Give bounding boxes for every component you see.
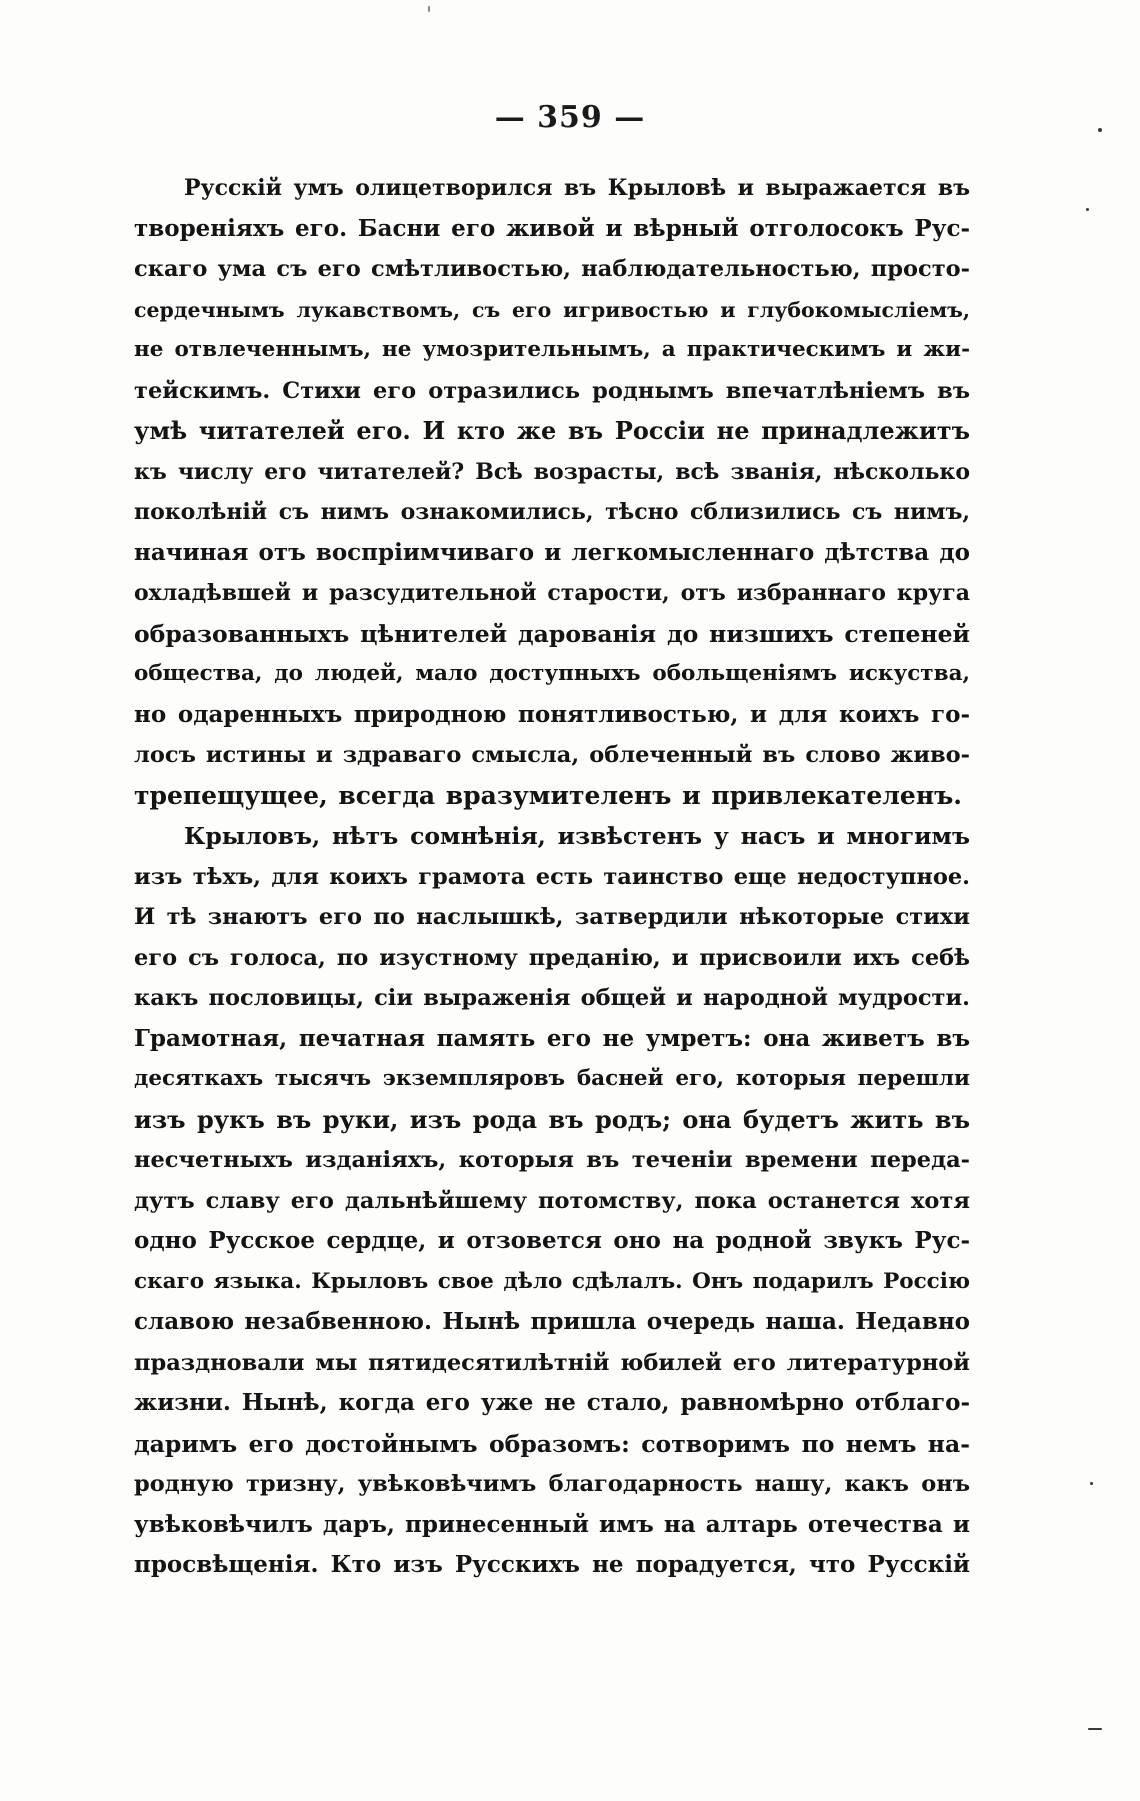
text-line: лосъ истины и здраваго смысла, облеченный въ слово живо-: [134, 742, 970, 768]
text-line: трепещущее, всегда вразумителенъ и привлекателенъ.: [134, 780, 962, 810]
scan-speck: [1098, 128, 1102, 132]
text-line: но одаренныхъ природною понятливостью, и для коихъ го-: [134, 700, 970, 728]
text-line: праздновали мы пятидесятилѣтній юбилей его литературной: [134, 1349, 970, 1376]
text-line: родную тризну, увѣковѣчимъ благодарность нашу, какъ онъ: [134, 1471, 970, 1497]
body-text: [134, 168, 970, 1586]
text-line: къ числу его читателей? Всѣ возрасты, всѣ званія, нѣсколько: [134, 458, 970, 485]
text-line: общества, до людей, мало доступныхъ обольщеніямъ искуства,: [134, 661, 970, 686]
text-line: жизни. Нынѣ, когда его уже не стало, равномѣрно отблаго-: [134, 1389, 970, 1416]
scan-speck: [1090, 1482, 1093, 1485]
text-line: И тѣ знаютъ его по наслышкѣ, затвердили нѣкоторые стихи: [134, 904, 970, 930]
text-line: начиная отъ воспріимчиваго и легкомысленнаго дѣтства до: [134, 538, 970, 566]
text-line: твореніяхъ его. Басни его живой и вѣрный отголосокъ Рус-: [134, 214, 970, 242]
text-line: Крыловъ, нѣтъ сомнѣнія, извѣстенъ у насъ и многимъ: [184, 822, 970, 850]
text-line: изъ рукъ въ руки, изъ рода въ родъ; она будетъ жить въ: [134, 1104, 970, 1134]
text-line: образованныхъ цѣнителей дарованія до низшихъ степеней: [134, 619, 970, 648]
scan-speck: [1088, 1728, 1102, 1730]
text-line: увѣковѣчилъ даръ, принесенный имъ на алтарь отечества и: [134, 1510, 970, 1538]
text-line: Русскій умъ олицетворился въ Крыловѣ и выражается въ: [184, 175, 970, 201]
text-line: скаго ума съ его смѣтливостью, наблюдательностью, просто-: [134, 256, 970, 282]
text-line: какъ пословицы, сіи выраженія общей и народной мудрости.: [134, 985, 970, 1011]
text-line: умѣ читателей его. И кто же въ Россіи не принадлежитъ: [134, 416, 970, 445]
text-line: изъ тѣхъ, для коихъ грамота есть таинство еще недоступное.: [134, 863, 970, 890]
text-line: охладѣвшей и разсудительной старости, отъ избраннаго круга: [134, 580, 970, 606]
text-line: не отвлеченнымъ, не умозрительнымъ, а практическимъ и жи-: [134, 337, 970, 362]
text-line: скаго языка. Крыловъ свое дѣло сдѣлалъ. Онъ подарилъ Россію: [134, 1268, 970, 1294]
text-line: просвѣщенія. Кто изъ Русскихъ не порадуется, что Русскій: [134, 1551, 970, 1578]
text-line: поколѣній съ нимъ ознакомились, тѣсно сблизились съ нимъ,: [134, 499, 970, 525]
paragraph-2: [134, 816, 970, 1586]
text-line: тейскимъ. Стихи его отразились роднымъ впечатлѣніемъ въ: [134, 377, 970, 404]
paragraph-1: [134, 168, 970, 816]
text-line: сердечнымъ лукавствомъ, съ его игривостью и глубокомысліемъ,: [134, 297, 970, 322]
scan-speck: [428, 6, 430, 12]
text-line: несчетныхъ изданіяхъ, которыя въ теченіи времени переда-: [134, 1147, 970, 1173]
text-line: даримъ его достойнымъ образомъ: сотворимъ по немъ на-: [134, 1429, 970, 1458]
text-line: Грамотная, печатная память его не умретъ: она живетъ въ: [134, 1024, 970, 1052]
text-line: одно Русское сердце, и отзовется оно на родной звукъ Рус-: [134, 1227, 970, 1254]
text-line: десяткахъ тысячъ экземпляровъ басней его, которыя перешли: [134, 1066, 970, 1091]
text-line: славою незабвенною. Нынѣ пришла очередь наша. Недавно: [134, 1308, 970, 1335]
text-line: его съ голоса, по изустному преданію, и присвоили ихъ себѣ: [134, 944, 970, 971]
text-line: дутъ славу его дальнѣйшему потомству, пока останется хотя: [134, 1187, 970, 1214]
page-number: — 359 —: [494, 100, 646, 135]
scan-speck: [1086, 208, 1089, 211]
